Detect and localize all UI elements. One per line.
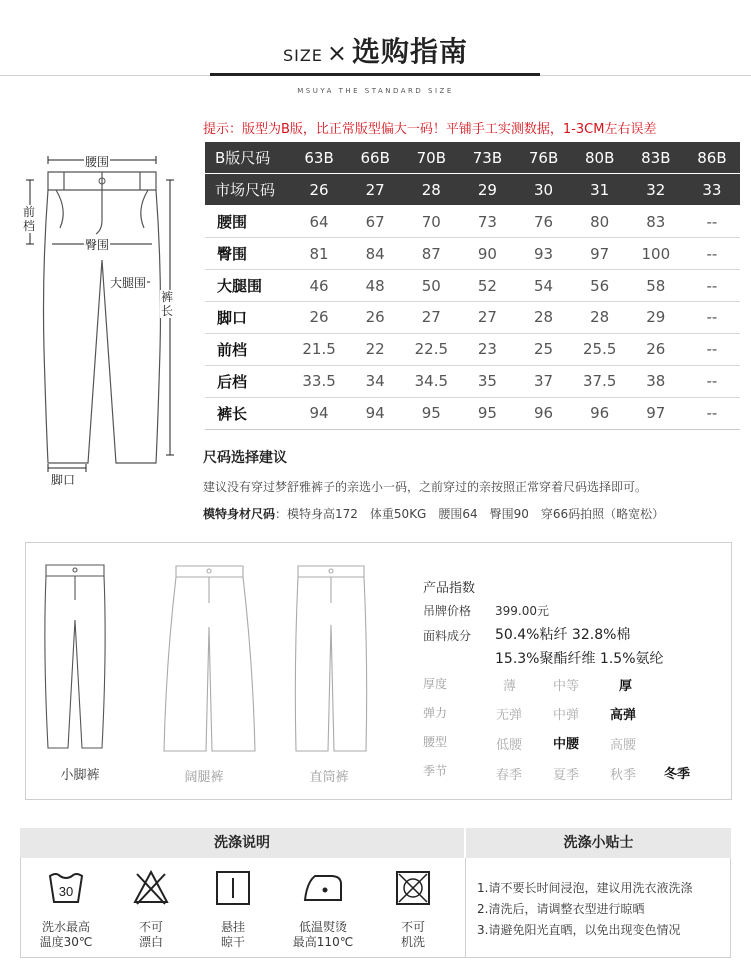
measure-row-4 xyxy=(205,333,740,365)
care-item-machine xyxy=(373,868,453,950)
header-divider-bold xyxy=(210,73,540,76)
thickness-label: 厚度 xyxy=(423,677,448,691)
size-cell: 31 xyxy=(572,174,628,206)
size-cell: 67 xyxy=(347,206,403,238)
size-cell: 25 xyxy=(516,333,572,365)
size-cell: -- xyxy=(684,238,740,270)
waist-opt-low: 低腰 xyxy=(496,738,523,753)
size-cell: 64 xyxy=(291,206,347,238)
size-cell: 95 xyxy=(459,397,515,429)
pants-measure-diagram xyxy=(20,150,200,490)
measure-row-3 xyxy=(205,301,740,333)
care-item-wash xyxy=(26,868,106,950)
size-cell: 34.5 xyxy=(403,365,459,397)
measure-row-3-label: 脚口 xyxy=(205,301,291,333)
size-cell: 96 xyxy=(572,397,628,429)
waist-type-label: 腰型 xyxy=(423,735,448,749)
season-opt-summer: 夏季 xyxy=(553,768,580,783)
care-hang-l2: 晾干 xyxy=(220,935,245,949)
thickness-opt-thin: 薄 xyxy=(503,679,517,694)
care-iron-l1: 低温熨烫 xyxy=(298,920,347,934)
size-cell: -- xyxy=(684,333,740,365)
waist-opt-mid: 中腰 xyxy=(553,737,580,752)
label-front-rise: 前档 xyxy=(22,205,38,233)
care-tip-2: 2.清洗后，请调整衣型进行晾晒 xyxy=(477,902,645,916)
size-cell: 38 xyxy=(628,365,684,397)
size-cell: 63B xyxy=(291,142,347,174)
care-item-iron xyxy=(283,868,363,950)
style-label-straight: 直筒裤 xyxy=(309,770,349,785)
label-waist: 腰围 xyxy=(85,155,110,169)
size-cell: 100 xyxy=(628,238,684,270)
size-cell: 66B xyxy=(347,142,403,174)
size-table xyxy=(205,142,740,430)
b-size-row-label: B版尺码 xyxy=(205,142,291,174)
measure-row-6-label: 裤长 xyxy=(205,397,291,429)
thickness-opt-thick: 厚 xyxy=(619,679,633,694)
wash-temp-text: 30 xyxy=(58,884,74,899)
size-cell: 97 xyxy=(572,238,628,270)
measure-row-4-label: 前档 xyxy=(205,333,291,365)
advice-text: 建议没有穿过梦舒雅裤子的亲选小一码，之前穿过的亲按照正常穿着尺码选择即可。 xyxy=(203,480,648,494)
care-tip-1: 1.请不要长时间浸泡，建议用洗衣液洗涤 xyxy=(477,881,693,895)
size-cell: 27 xyxy=(347,174,403,206)
page-subtitle: MSUYA THE STANDARD SIZE xyxy=(297,87,454,95)
measure-row-5-label: 后档 xyxy=(205,365,291,397)
b-size-row xyxy=(205,142,740,174)
notice-text: 提示：版型为B版，比正常版型偏大一码！平铺手工实测数据，1-3CM左右误差 xyxy=(203,122,657,137)
fabric-line-2: 15.3%聚酯纤维 1.5%氨纶 xyxy=(495,651,664,667)
size-cell: 34 xyxy=(347,365,403,397)
care-item-hang xyxy=(193,868,273,950)
label-length: 裤长 xyxy=(160,290,176,318)
price-value: 399.00元 xyxy=(495,604,549,618)
size-cell: 32 xyxy=(628,174,684,206)
size-cell: 73 xyxy=(459,206,515,238)
hang-dry-icon xyxy=(213,868,253,908)
size-cell: 76 xyxy=(516,206,572,238)
measure-row-0 xyxy=(205,206,740,238)
low-iron-icon xyxy=(301,868,345,908)
size-cell: -- xyxy=(684,270,740,302)
size-cell: 26 xyxy=(347,301,403,333)
size-cell: 29 xyxy=(459,174,515,206)
care-iron-l2: 最高110℃ xyxy=(292,935,354,949)
market-size-row xyxy=(205,174,740,206)
measure-row-1 xyxy=(205,238,740,270)
label-hip: 臀围 xyxy=(85,238,110,252)
size-cell: 26 xyxy=(291,174,347,206)
size-cell: 70 xyxy=(403,206,459,238)
elasticity-opt-medium: 中弹 xyxy=(553,708,580,723)
care-tip-3: 3.请避免阳光直晒，以免出现变色情况 xyxy=(477,923,681,937)
wide-leg-pants-icon xyxy=(162,563,257,755)
size-cell: 28 xyxy=(516,301,572,333)
product-info-box xyxy=(25,542,732,800)
size-cell: 52 xyxy=(459,270,515,302)
label-thigh: 大腿围 xyxy=(110,276,147,290)
market-size-row-label: 市场尺码 xyxy=(205,174,291,206)
size-cell: 50 xyxy=(403,270,459,302)
care-wash-l2: 温度30℃ xyxy=(39,935,93,949)
care-machine-l2: 机洗 xyxy=(400,935,425,949)
size-cell: 97 xyxy=(628,397,684,429)
elasticity-label: 弹力 xyxy=(423,706,448,720)
size-cell: 80B xyxy=(572,142,628,174)
thickness-opt-medium: 中等 xyxy=(553,679,580,694)
measure-row-2-label: 大腿围 xyxy=(205,270,291,302)
size-cell: 76B xyxy=(516,142,572,174)
size-cell: 95 xyxy=(403,397,459,429)
season-label: 季节 xyxy=(423,764,448,778)
size-cell: 56 xyxy=(572,270,628,302)
waist-opt-high: 高腰 xyxy=(610,738,637,753)
size-cell: 22 xyxy=(347,333,403,365)
care-bleach-l1: 不可 xyxy=(138,920,163,934)
care-title: 洗涤说明 xyxy=(20,828,464,858)
no-bleach-icon xyxy=(131,868,171,908)
measure-row-6 xyxy=(205,397,740,429)
title-cross: × xyxy=(326,39,349,67)
size-cell: 84 xyxy=(347,238,403,270)
size-cell: 94 xyxy=(347,397,403,429)
size-cell: 93 xyxy=(516,238,572,270)
fabric-label: 面料成分 xyxy=(423,629,472,643)
size-cell: 96 xyxy=(516,397,572,429)
page-header xyxy=(0,30,751,70)
size-cell: -- xyxy=(684,397,740,429)
measure-row-2 xyxy=(205,270,740,302)
elasticity-opt-high: 高弹 xyxy=(610,708,637,723)
size-cell: 48 xyxy=(347,270,403,302)
size-cell: 81 xyxy=(291,238,347,270)
title-cn: 选购指南 xyxy=(352,35,469,68)
model-info xyxy=(203,505,664,522)
care-divider xyxy=(465,858,466,958)
measure-row-5 xyxy=(205,365,740,397)
title-size-en: SIZE xyxy=(282,46,323,65)
measure-row-0-label: 腰围 xyxy=(205,206,291,238)
season-opt-autumn: 秋季 xyxy=(610,768,637,783)
size-cell: -- xyxy=(684,206,740,238)
size-cell: 26 xyxy=(291,301,347,333)
care-bleach-l2: 漂白 xyxy=(138,935,163,949)
size-cell: 35 xyxy=(459,365,515,397)
model-text: ：模特身高172 体重50KG 腰围64 臀围90 穿66码拍照（略宽松） xyxy=(275,507,665,521)
size-cell: 25.5 xyxy=(572,333,628,365)
care-wash-l1: 洗水最高 xyxy=(41,920,90,934)
size-cell: 83B xyxy=(628,142,684,174)
care-item-bleach xyxy=(111,868,191,950)
size-cell: 90 xyxy=(459,238,515,270)
size-cell: 73B xyxy=(459,142,515,174)
page-title xyxy=(0,30,751,70)
style-label-skinny: 小脚裤 xyxy=(60,768,100,783)
size-cell: 94 xyxy=(291,397,347,429)
size-cell: 23 xyxy=(459,333,515,365)
care-machine-l1: 不可 xyxy=(400,920,425,934)
measure-row-1-label: 臀围 xyxy=(205,238,291,270)
size-cell: 28 xyxy=(403,174,459,206)
size-cell: 21.5 xyxy=(291,333,347,365)
price-label: 吊牌价格 xyxy=(423,604,472,618)
index-title: 产品指数 xyxy=(423,581,476,596)
size-cell: 27 xyxy=(403,301,459,333)
size-cell: -- xyxy=(684,301,740,333)
size-cell: 30 xyxy=(516,174,572,206)
size-cell: 46 xyxy=(291,270,347,302)
elasticity-opt-none: 无弹 xyxy=(496,708,523,723)
size-cell: 83 xyxy=(628,206,684,238)
label-hem: 脚口 xyxy=(51,473,76,487)
size-cell: 37 xyxy=(516,365,572,397)
size-cell: 86B xyxy=(684,142,740,174)
straight-pants-icon xyxy=(290,563,372,755)
size-cell: -- xyxy=(684,365,740,397)
size-cell: 54 xyxy=(516,270,572,302)
no-machine-wash-icon xyxy=(393,868,433,908)
care-tips-title: 洗涤小贴士 xyxy=(466,828,731,858)
model-label: 模特身材尺码 xyxy=(203,507,276,521)
pants-outline-icon xyxy=(20,150,200,490)
size-cell: 87 xyxy=(403,238,459,270)
size-cell: 70B xyxy=(403,142,459,174)
care-tips-list xyxy=(477,878,692,941)
size-cell: 22.5 xyxy=(403,333,459,365)
size-cell: 28 xyxy=(572,301,628,333)
season-opt-spring: 春季 xyxy=(496,768,523,783)
advice-title: 尺码选择建议 xyxy=(203,450,287,466)
skinny-pants-icon xyxy=(40,560,110,755)
fabric-line-1: 50.4%粘纤 32.8%棉 xyxy=(495,627,631,643)
season-opt-winter: 冬季 xyxy=(664,767,691,782)
size-cell: 37.5 xyxy=(572,365,628,397)
size-cell: 33.5 xyxy=(291,365,347,397)
size-cell: 80 xyxy=(572,206,628,238)
size-cell: 58 xyxy=(628,270,684,302)
style-label-wide: 阔腿裤 xyxy=(184,770,224,785)
size-cell: 29 xyxy=(628,301,684,333)
size-cell: 27 xyxy=(459,301,515,333)
wash-30-icon xyxy=(46,868,86,908)
size-cell: 26 xyxy=(628,333,684,365)
size-cell: 33 xyxy=(684,174,740,206)
care-hang-l1: 悬挂 xyxy=(220,920,245,934)
